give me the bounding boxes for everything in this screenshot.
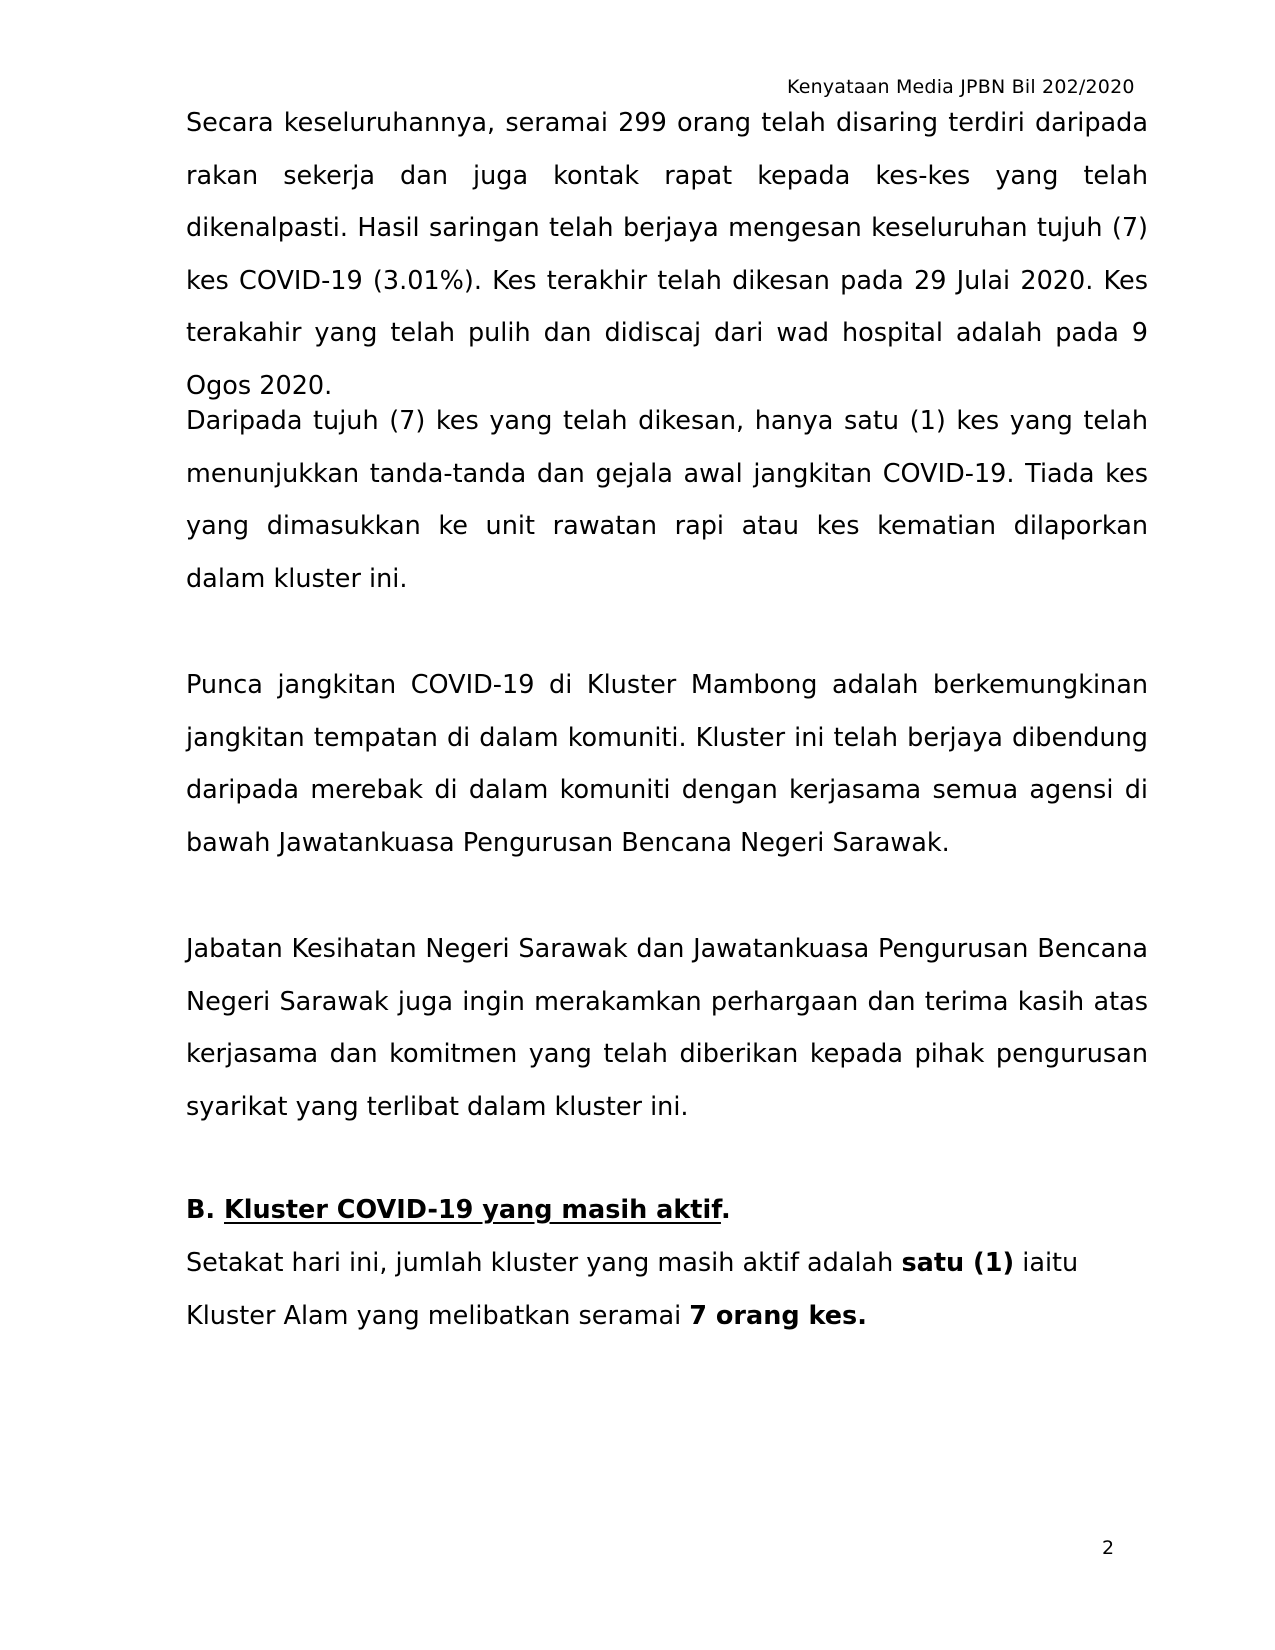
paragraph-screening-summary: Secara keseluruhannya, seramai 299 orang telah disaring terdiri daripada rakan sekerja dan juga kontak rapat kepada kes-kes yang telah dikenalpasti. Hasil saringan telah berjaya mengesan keseluruhan tujuh (7) kes COVID-19 (3.01%). Kes terakhir telah dikesan pada 29 Julai 2020. Kes terakahir yang telah pulih dan didiscaj dari wad hospital adalah pada 9 Ogos 2020. — [186, 108, 1148, 401]
section-b-prefix: B. — [186, 1195, 225, 1225]
document-reference-header: Kenyataan Media JPBN Bil 202/2020 — [787, 76, 1135, 98]
page-number: 2 — [1102, 1537, 1115, 1559]
paragraph-infection-source: Punca jangkitan COVID-19 di Kluster Mambong adalah berkemungkinan jangkitan tempatan di dalam komuniti. Kluster ini telah berjaya dibendung daripada merebak di dalam komuniti dengan kerjasama semua agensi di bawah Jawatankuasa Pengurusan Bencana Negeri Sarawak. — [186, 670, 1148, 858]
paragraph-acknowledgement: Jabatan Kesihatan Negeri Sarawak dan Jawatankuasa Pengurusan Bencana Negeri Sarawak juga ingin merakamkan perhargaan dan terima kasih atas kerjasama dan komitmen yang telah diberikan kepada pihak pengurusan syarikat yang terlibat dalam kluster ini. — [186, 934, 1148, 1122]
active-clusters-count: satu (1) — [901, 1248, 1015, 1278]
section-b-heading — [186, 1184, 1148, 1237]
paragraph-symptomatic-cases: Daripada tujuh (7) kes yang telah dikesan, hanya satu (1) kes yang telah menunjukkan tanda-tanda dan gejala awal jangkitan COVID-19. Tiada kes yang dimasukkan ke unit rawatan rapi atau kes kematian dilaporkan dalam kluster ini. — [186, 406, 1148, 594]
active-clusters-text-1: Setakat hari ini, jumlah kluster yang masih aktif adalah — [186, 1248, 902, 1278]
section-b-suffix: . — [720, 1195, 731, 1225]
section-b-title: Kluster COVID-19 yang masih aktif — [224, 1195, 721, 1225]
active-clusters-text-2: iaitu Kluster Alam yang melibatkan seramai — [186, 1248, 1079, 1331]
paragraph-active-clusters — [186, 1237, 1148, 1342]
active-clusters-case-count: 7 orang kes. — [689, 1300, 867, 1331]
